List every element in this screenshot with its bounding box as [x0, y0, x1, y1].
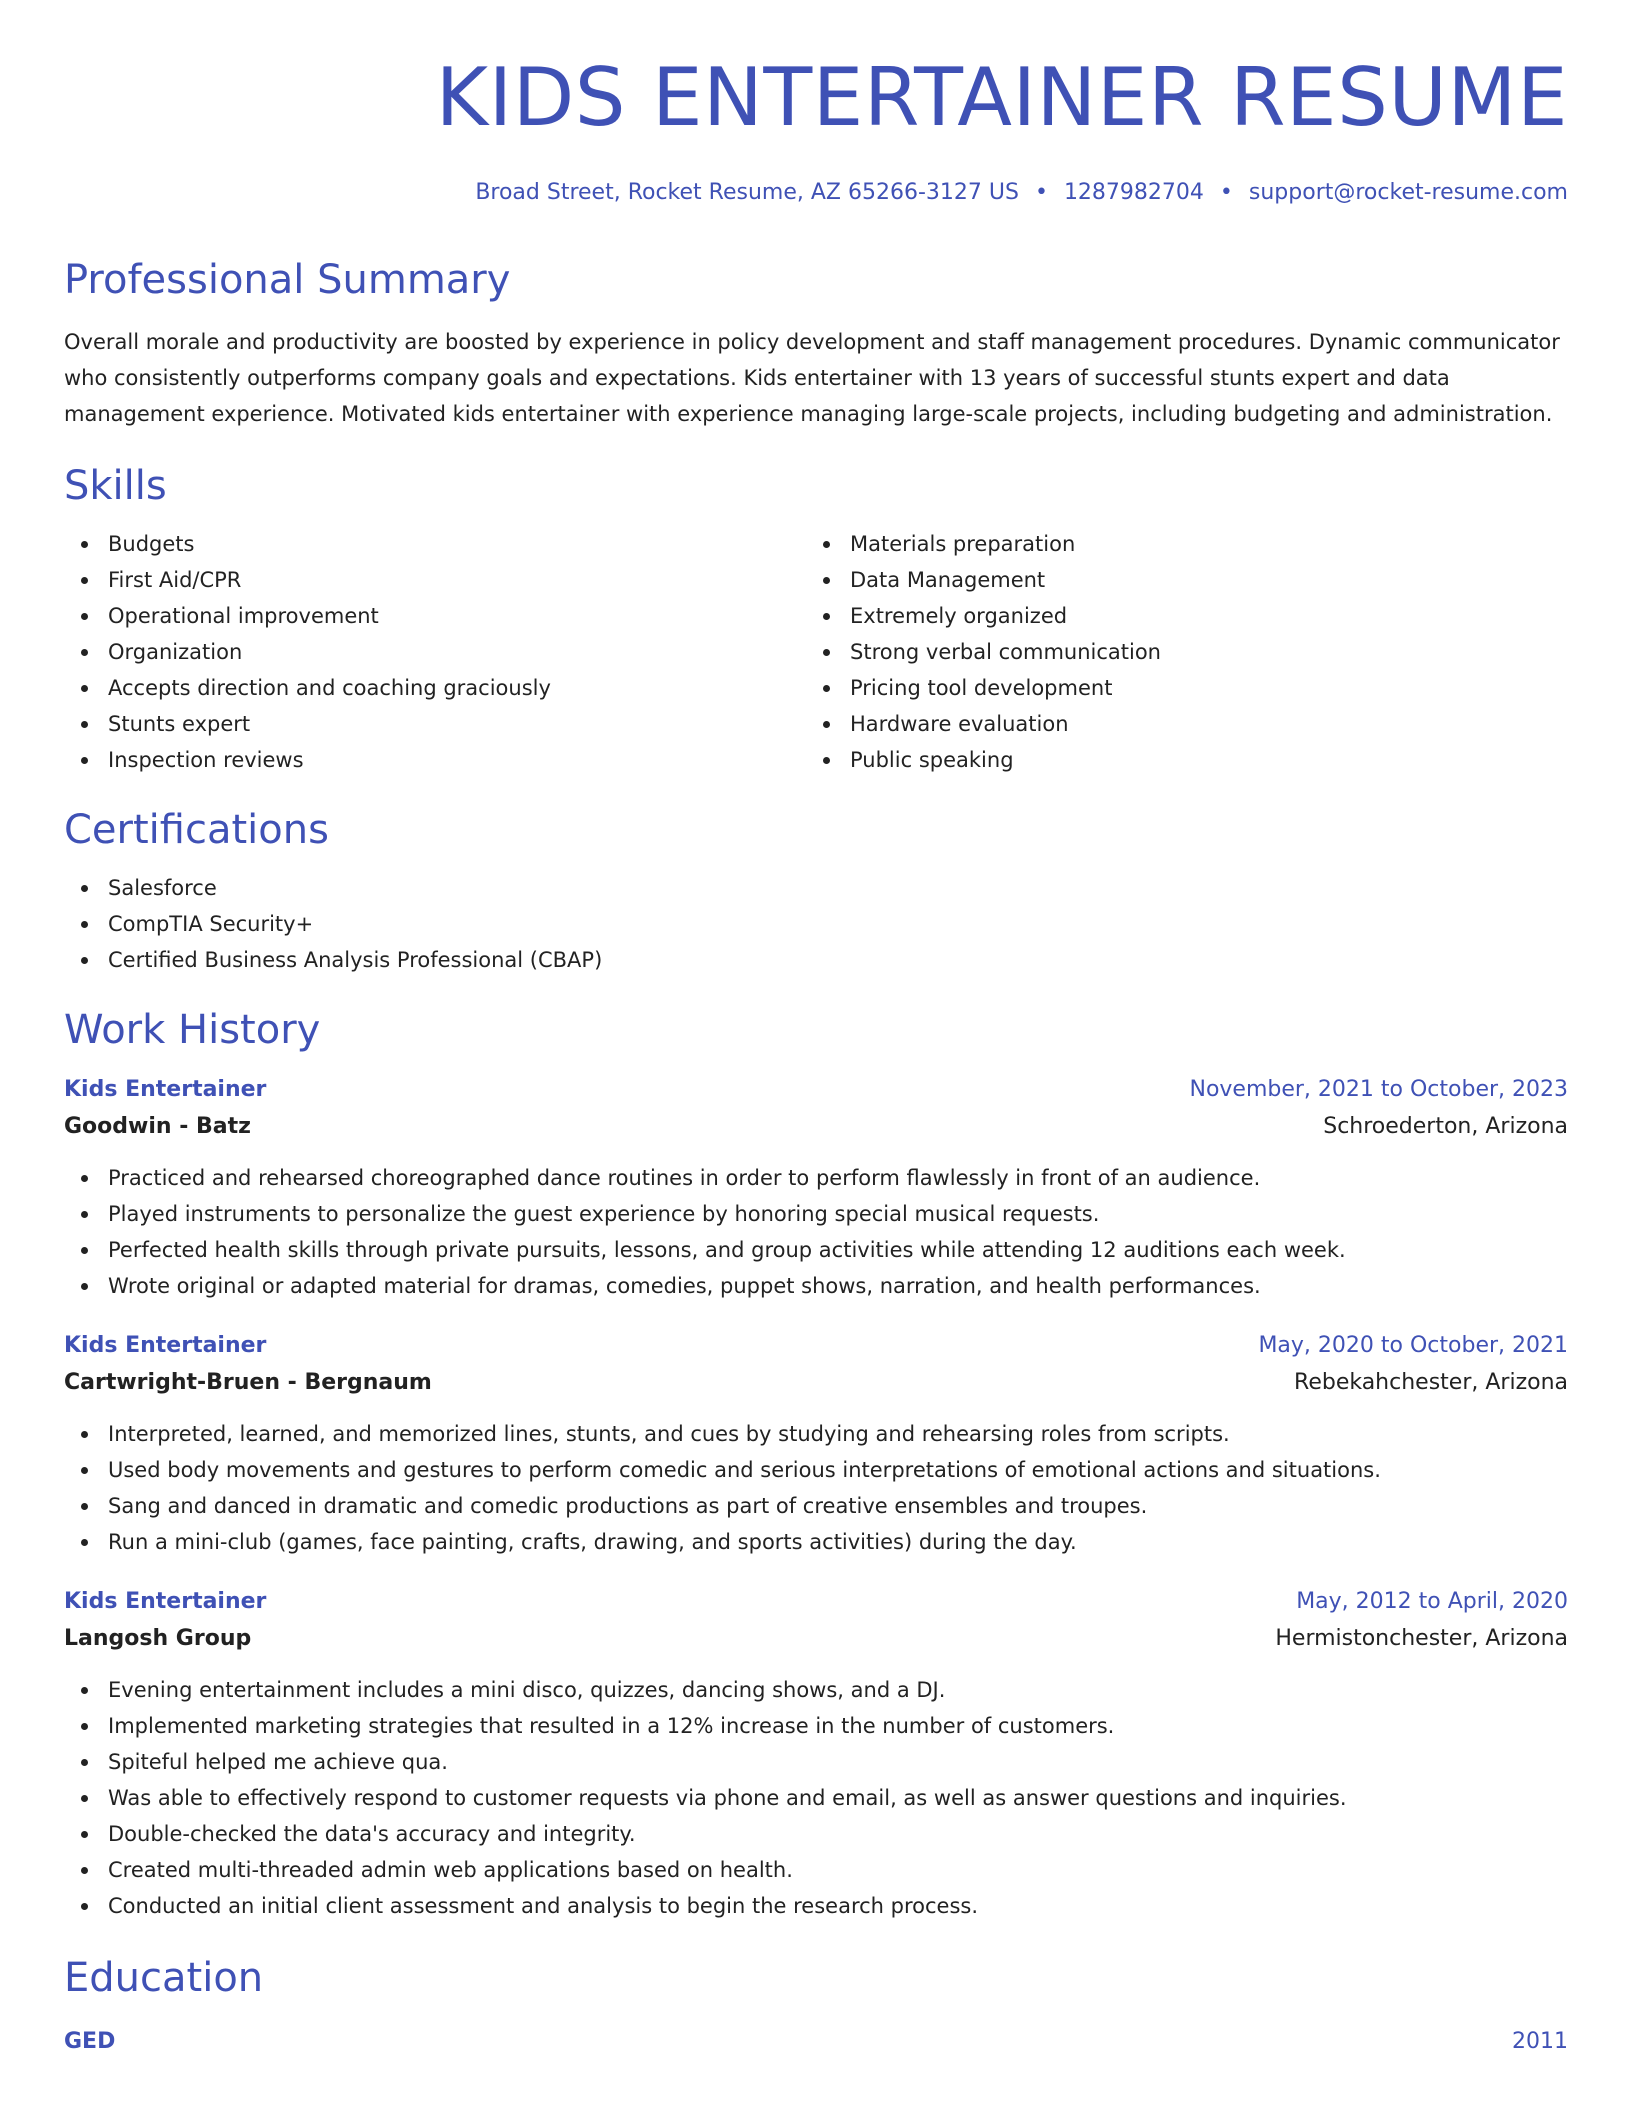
skill-item: Public speaking	[806, 742, 1548, 778]
contact-separator: •	[1219, 180, 1233, 205]
skills-list-right	[806, 526, 1548, 778]
job-dates: May, 2012 to April, 2020	[1296, 1589, 1568, 1614]
skill-item: Organization	[64, 634, 806, 670]
certification-item: Salesforce	[64, 870, 1568, 906]
job-dates: November, 2021 to October, 2023	[1189, 1077, 1568, 1102]
job-entry	[64, 1328, 1568, 1560]
job-title: Kids Entertainer	[64, 1077, 267, 1102]
skills-heading: Skills	[64, 463, 167, 509]
certifications-list	[64, 870, 1568, 978]
certification-item: CompTIA Security+	[64, 906, 1568, 942]
work-history-section	[64, 1006, 1568, 1924]
job-subheader	[64, 1108, 1568, 1146]
job-bullet: Spiteful helped me achieve qua.	[64, 1744, 1568, 1780]
job-bullet: Conducted an initial client assessment and analysis to begin the research process.	[64, 1888, 1568, 1924]
job-dates: May, 2020 to October, 2021	[1258, 1333, 1568, 1358]
job-location: Hermistonchester, Arizona	[1275, 1626, 1568, 1651]
skills-grid	[64, 526, 1568, 778]
skill-item: Materials preparation	[806, 526, 1548, 562]
education-entry	[64, 2024, 1568, 2060]
job-bullets	[64, 1160, 1568, 1304]
summary-text: Overall morale and productivity are boosted by experience in policy development and staff management procedures. Dynamic communicator who consistently outperforms company goals and expectations. Kids entertainer with 13 years of successful stunts expert and data management experience. Motivated kids entertainer with experience managing large-scale projects, including budgeting and administration.	[64, 330, 1560, 426]
job-bullet: Run a mini-club (games, face painting, crafts, drawing, and sports activities) during the day.	[64, 1524, 1568, 1560]
job-company: Goodwin - Batz	[64, 1114, 251, 1139]
summary-heading: Professional Summary	[64, 257, 511, 303]
contact-separator: •	[1034, 180, 1048, 205]
skill-item: Strong verbal communication	[806, 634, 1548, 670]
job-company: Cartwright-Bruen - Bergnaum	[64, 1370, 432, 1395]
job-bullet: Created multi-threaded admin web applications based on health.	[64, 1852, 1568, 1888]
job-bullet: Interpreted, learned, and memorized lines, stunts, and cues by studying and rehearsing roles from scripts.	[64, 1416, 1568, 1452]
contact-address: Broad Street, Rocket Resume, AZ 65266-3127 US	[475, 180, 1019, 205]
skill-item: Pricing tool development	[806, 670, 1548, 706]
job-bullet: Sang and danced in dramatic and comedic productions as part of creative ensembles and troupes.	[64, 1488, 1568, 1524]
job-location: Schroederton, Arizona	[1323, 1114, 1568, 1139]
skills-column-right	[806, 526, 1548, 778]
certifications-section	[64, 806, 1568, 978]
education-section	[64, 1954, 1568, 2060]
skill-item: First Aid/CPR	[64, 562, 806, 598]
skill-item: Hardware evaluation	[806, 706, 1548, 742]
job-bullet: Wrote original or adapted material for dramas, comedies, puppet shows, narration, and health performances.	[64, 1268, 1568, 1304]
summary-section	[64, 256, 1568, 432]
job-bullets	[64, 1416, 1568, 1560]
skill-item: Budgets	[64, 526, 806, 562]
job-bullet: Perfected health skills through private pursuits, lessons, and group activities while attending 12 auditions each week.	[64, 1232, 1568, 1268]
job-header	[64, 1328, 1568, 1364]
skill-item: Extremely organized	[806, 598, 1548, 634]
job-entry	[64, 1584, 1568, 1924]
job-bullet: Implemented marketing strategies that resulted in a 12% increase in the number of customers.	[64, 1708, 1568, 1744]
skills-list-left	[64, 526, 806, 778]
work-history-heading: Work History	[64, 1007, 321, 1053]
job-subheader	[64, 1620, 1568, 1658]
resume-title: KIDS ENTERTAINER RESUME	[435, 51, 1568, 144]
skills-section	[64, 462, 1568, 778]
job-entry	[64, 1072, 1568, 1304]
job-header	[64, 1072, 1568, 1108]
job-header	[64, 1584, 1568, 1620]
job-bullet: Used body movements and gestures to perform comedic and serious interpretations of emotional actions and situations.	[64, 1452, 1568, 1488]
job-company: Langosh Group	[64, 1626, 252, 1651]
job-subheader	[64, 1364, 1568, 1402]
contact-email: support@rocket-resume.com	[1248, 180, 1568, 205]
job-bullet: Double-checked the data's accuracy and integrity.	[64, 1816, 1568, 1852]
skill-item: Accepts direction and coaching graciously	[64, 670, 806, 706]
job-bullet: Played instruments to personalize the guest experience by honoring special musical requests.	[64, 1196, 1568, 1232]
job-bullet: Was able to effectively respond to customer requests via phone and email, as well as answer questions and inquiries.	[64, 1780, 1568, 1816]
certifications-heading: Certifications	[64, 807, 329, 853]
job-bullets	[64, 1672, 1568, 1924]
job-title: Kids Entertainer	[64, 1333, 267, 1358]
skill-item: Stunts expert	[64, 706, 806, 742]
skills-column-left	[64, 526, 806, 778]
skill-item: Operational improvement	[64, 598, 806, 634]
job-location: Rebekahchester, Arizona	[1294, 1370, 1568, 1395]
contact-phone: 1287982704	[1063, 180, 1204, 205]
contact-line	[64, 178, 1568, 208]
education-year: 2011	[1512, 2029, 1568, 2054]
skill-item: Inspection reviews	[64, 742, 806, 778]
education-degree: GED	[64, 2029, 116, 2054]
job-title: Kids Entertainer	[64, 1589, 267, 1614]
job-bullet: Evening entertainment includes a mini disco, quizzes, dancing shows, and a DJ.	[64, 1672, 1568, 1708]
education-heading: Education	[64, 1955, 264, 2001]
skill-item: Data Management	[806, 562, 1548, 598]
job-bullet: Practiced and rehearsed choreographed dance routines in order to perform flawlessly in front of an audience.	[64, 1160, 1568, 1196]
certification-item: Certified Business Analysis Professional (CBAP)	[64, 942, 1568, 978]
